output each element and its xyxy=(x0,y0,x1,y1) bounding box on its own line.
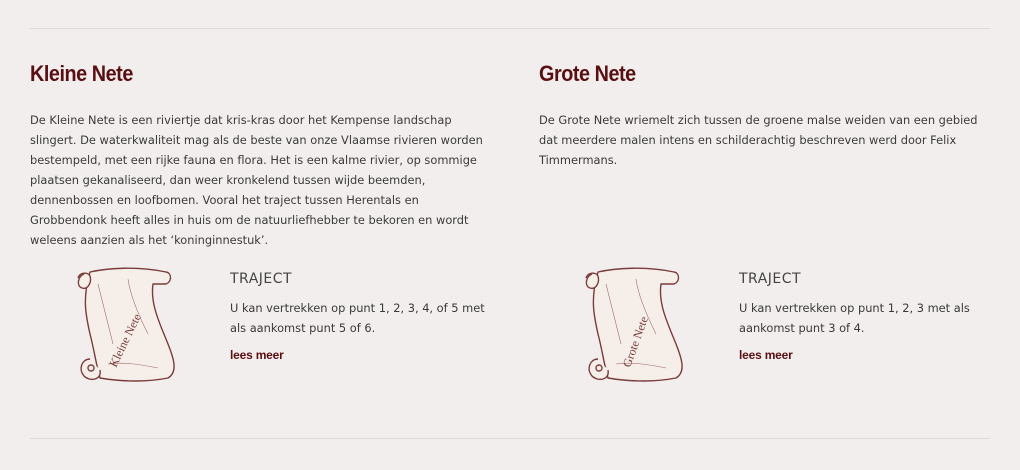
traject-block xyxy=(230,270,490,363)
scroll-label: Grote Nete xyxy=(619,314,651,370)
section-title: Grote Nete xyxy=(539,61,636,86)
scroll-icon xyxy=(68,264,183,384)
section-grote-nete xyxy=(539,60,994,170)
section-description: De Kleine Nete is een riviertje dat kris-kras door het Kempense landschap slingert. De waterkwaliteit mag als de beste van onze Vlaamse rivieren worden bestempeld, met een rijke fauna en flora. Het is een kalme rivier, op sommige plaatsen gekanaliseerd, dan weer kronkelend tussen wijde beemden, dennenbossen en loofbomen. Vooral het traject tussen Herentals en Grobbendonk heeft alles in huis om de natuurliefhebber te bekoren en wordt weleens aanzien als het ‘koninginnestuk’. xyxy=(30,113,483,247)
scroll-icon xyxy=(576,264,691,384)
traject-block xyxy=(739,270,999,363)
bottom-divider xyxy=(30,438,990,439)
section-description: De Grote Nete wriemelt zich tussen de groene malse weiden van een gebied dat meerdere malen intens en schilderachtig beschreven werd door Felix Timmermans. xyxy=(539,113,978,167)
traject-text: U kan vertrekken op punt 1, 2, 3, 4, of 5 met als aankomst punt 5 of 6. xyxy=(230,301,485,335)
read-more-link[interactable]: lees meer xyxy=(230,348,284,362)
traject-title: TRAJECT xyxy=(739,271,802,287)
read-more-link[interactable]: lees meer xyxy=(739,348,793,362)
scroll-label: Kleine Nete xyxy=(106,311,144,370)
top-divider xyxy=(30,28,990,29)
traject-text: U kan vertrekken op punt 1, 2, 3 met als aankomst punt 3 of 4. xyxy=(739,301,970,335)
traject-title: TRAJECT xyxy=(230,271,293,287)
section-title: Kleine Nete xyxy=(30,61,133,86)
section-kleine-nete xyxy=(30,60,485,250)
